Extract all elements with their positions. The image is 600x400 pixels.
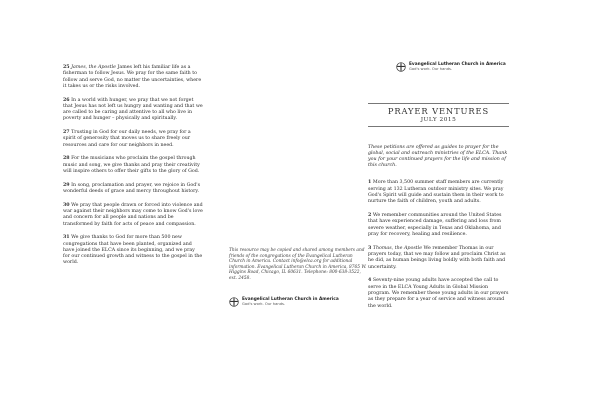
entry-body: Trusting in God for our daily needs, we pray for a spirit of generosity that moves us to share freely our resources and care for our neighbors in need.	[63, 130, 191, 148]
entry-number: 1	[368, 180, 372, 186]
entry-number: 2	[368, 213, 372, 218]
entry-body: We remember communities around the United States that have experienced damage, suffering and loss from severe weather, especially in Texas and Oklahoma, and pray for recovery, healing and resilience.	[368, 213, 502, 237]
title-rule-top	[368, 103, 509, 104]
entry-number: 25	[63, 65, 70, 70]
entry-body: We give thanks to God for more than 500 new congregations that have been planted, organized and have joined the ELCA since its beginning, and we pray for our continued growth and witness to the gospel in the world.	[63, 235, 203, 266]
entry-number: 3	[368, 245, 372, 251]
entry-body: Seventy-nine young adults have accepted the call to serve in the ELCA Young Adults in Global Mission program. We remember these young adults in our prayers as they prepare for a year of service and witness around the world.	[368, 278, 509, 309]
entry-body: James left his familiar life as a fisherman to follow Jesus. We pray for the same faith to follow and serve God, no matter the uncertainties, where it takes us or the risks involved.	[63, 65, 202, 89]
entry-number: 30	[63, 202, 70, 208]
prayer-entry-4	[368, 278, 509, 309]
entry-number: 26	[63, 97, 70, 103]
prayer-entry-28	[63, 156, 203, 175]
entry-body: In song, proclamation and prayer, we rejoice in God's wonderful deeds of grace and mercy throughout history.	[63, 182, 201, 195]
prayer-entry-26	[63, 98, 203, 123]
copy-permission-notice: This resource may be copied and shared among members and friends of the congregations of the Evangelical Lutheran Church in America. Contact info@elca.org for additional information. Evangelical Lutheran Church in America, 8765 W. Higgins Road, Chicago, IL 60631. Telephone: 800-638-3522, ext. 2458.	[229, 248, 367, 281]
entry-body: More than 3,500 summer staff members are currently serving at 132 Lutheran outdoor ministry sites. We pray God's Spirit will guide and sustain them in their work to nurture the faith of children, youth and adults.	[368, 180, 504, 205]
intro-text: These petitions are offered as guides to prayer for the global, social and outreach ministries of the ELCA. Thank you for your continued prayers for the life and mission of this church.	[368, 144, 508, 169]
prayer-entry-30	[63, 203, 203, 228]
logo-name: Evangelical Lutheran Church in America	[409, 62, 506, 68]
entry-body: In a world with hunger, we pray that we not forget that Jesus has not left us hungry and wanting and that we are called to be caring and attentive to all who live in poverty and hunger – physically and spiritually.	[63, 97, 203, 122]
entry-number: 27	[63, 130, 70, 136]
entry-title: Thomas, the Apostle	[372, 245, 423, 251]
elca-logo-top	[396, 62, 509, 72]
middle-column	[229, 245, 372, 307]
logo-name: Evangelical Lutheran Church in America	[242, 296, 339, 302]
prayer-entry-31	[63, 235, 203, 266]
prayer-entry-29	[63, 183, 203, 196]
entry-body: For the musicians who proclaim the gospel through music and song, we give thanks and pray their creativity will inspire others to offer their gifts to the glory of God.	[63, 156, 200, 175]
entry-body: We remember Thomas in our prayers today, that we may follow and proclaim Christ as he did, as human beings living boldly with both faith and uncertainty.	[368, 245, 506, 270]
left-column	[63, 65, 203, 274]
logo-tagline: God's work. Our hands.	[409, 67, 453, 72]
prayer-entry-2	[368, 213, 509, 238]
elca-cross-icon	[229, 297, 239, 307]
entry-title: James, the Apostle	[71, 65, 116, 70]
logo-tagline: God's work. Our hands.	[242, 301, 286, 306]
prayer-entry-1	[368, 180, 509, 205]
entry-number: 31	[63, 235, 70, 241]
elca-cross-icon	[396, 62, 406, 72]
page-date: JULY 2015	[420, 116, 457, 123]
page-title: PRAYER VENTURES	[387, 106, 490, 116]
entry-number: 29	[63, 182, 70, 188]
entry-number: 4	[368, 278, 372, 284]
elca-logo-bottom	[229, 297, 369, 307]
entry-number: 28	[63, 156, 70, 162]
entry-body: We pray that people drawn or forced into violence and war against their neighbors may come to know God's love and concern for all people and nations and be transformed by faith for acts of peace and compassion.	[63, 202, 203, 227]
prayer-entry-27	[63, 130, 203, 149]
prayer-entry-3	[368, 246, 509, 271]
prayer-entry-25	[63, 65, 203, 90]
title-rule-bottom	[368, 126, 509, 127]
right-column	[368, 62, 509, 317]
